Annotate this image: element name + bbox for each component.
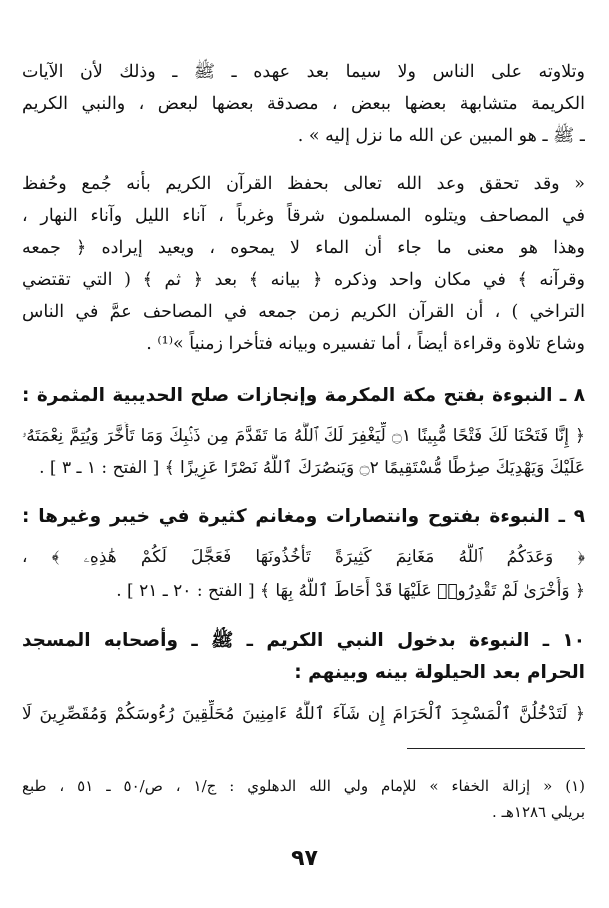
section-heading-10-cont: الحرام بعد الحيلولة بينه وبينهم : <box>294 662 585 683</box>
body-line-9: وشاع تلاوة وقراءة أيضاً ، أما تفسيره وبيانه فتأخرا زمنياً »⁽¹⁾ . <box>146 334 585 354</box>
quran-verse-line-1: ﴿ إِنَّا فَتَحْنَا لَكَ فَتْحًا مُّبِينًا ۝١ لِّيَغْفِرَ لَكَ ٱللَّهُ مَا تَقَدَّمَ مِن ذَنۢبِكَ وَمَا تَأَخَّرَ وَيُتِمَّ نِعْمَتَهُۥ <box>22 426 585 446</box>
section-heading-8: ٨ ـ النبوءة بفتح مكة المكرمة وإنجازات صلح الحديبية المثمرة : <box>22 385 585 406</box>
body-line-8: التراخي ) ، أن القرآن الكريم زمن جمعه في المصاحف عمَّ في الناس <box>22 302 585 322</box>
body-line-5: في المصاحف ويتلوه المسلمون شرقاً وغرباً ، آناء الليل وآناء النهار ، <box>22 206 585 226</box>
section-heading-9: ٩ ـ النبوءة بفتوح وانتصارات ومغانم كثيرة في خيبر وغيرها : <box>22 506 585 527</box>
body-line-2: الكريمة متشابهة بعضها ببعض ، مصدقة بعضها لبعض ، والنبي الكريم <box>22 94 585 114</box>
quran-verse-line-4: ﴿ وَأُخْرَىٰ لَمْ تَقْدِرُوا۟ عَلَيْهَا قَدْ أَحَاطَ ٱللَّهُ بِهَا ﴾ [ الفتح : ٢٠ ـ ٢١ ] . <box>116 581 585 601</box>
body-line-6: وهذا هو معنى ما جاء أن الماء لا يمحوه ، ويعيد إيراده ﴿ جمعه <box>22 238 585 258</box>
body-line-4: « وقد تحقق وعد الله تعالى بحفظ القرآن الكريم بأنه جُمع وحُفظ <box>22 174 585 194</box>
page-number: ٩٧ <box>291 846 318 871</box>
footnote-separator <box>407 748 585 749</box>
footnote-line-1: (١) « إزالة الخفاء » للإمام ولي الله الدهلوي : ج/١ ، ص/٥٠ ـ ٥١ ، طبع <box>22 777 585 795</box>
quran-verse-line-3: ﴿ وَعَدَكُمُ ٱللَّهُ مَغَانِمَ كَثِيرَةً تَأْخُذُونَهَا فَعَجَّلَ لَكُمْ هَٰذِهِۦ ﴾ ، <box>22 547 585 567</box>
body-line-7: وقرآنه ﴾ في مكان واحد وذكره ﴿ بيانه ﴾ بعد ﴿ ثم ﴾ ( التي تقتضي <box>22 270 585 290</box>
section-heading-10: ١٠ ـ النبوءة بدخول النبي الكريم ـ ﷺ ـ وأصحابه المسجد <box>22 630 585 651</box>
body-line-3: ـ ﷺ ـ هو المبين عن الله ما نزل إليه » . <box>297 126 585 146</box>
quran-verse-line-5: ﴿ لَتَدْخُلُنَّ ٱلْمَسْجِدَ ٱلْحَرَامَ إِن شَآءَ ٱللَّهُ ءَامِنِينَ مُحَلِّقِينَ رُءُوسَكُمْ وَمُقَصِّرِينَ لَا <box>22 704 585 724</box>
footnote-line-2: بريلي ١٢٨٦هـ . <box>492 803 585 821</box>
body-line-1: وتلاوته على الناس ولا سيما بعد عهده ـ ﷺ ـ وذلك لأن الآيات <box>22 62 585 82</box>
quran-verse-line-2: عَلَيْكَ وَيَهْدِيَكَ صِرَٰطًا مُّسْتَقِيمًا ۝٢ وَيَنصُرَكَ ٱللَّهُ نَصْرًا عَزِيزًا ﴾ [ الفتح : ١ ـ ٣ ] . <box>39 458 585 478</box>
